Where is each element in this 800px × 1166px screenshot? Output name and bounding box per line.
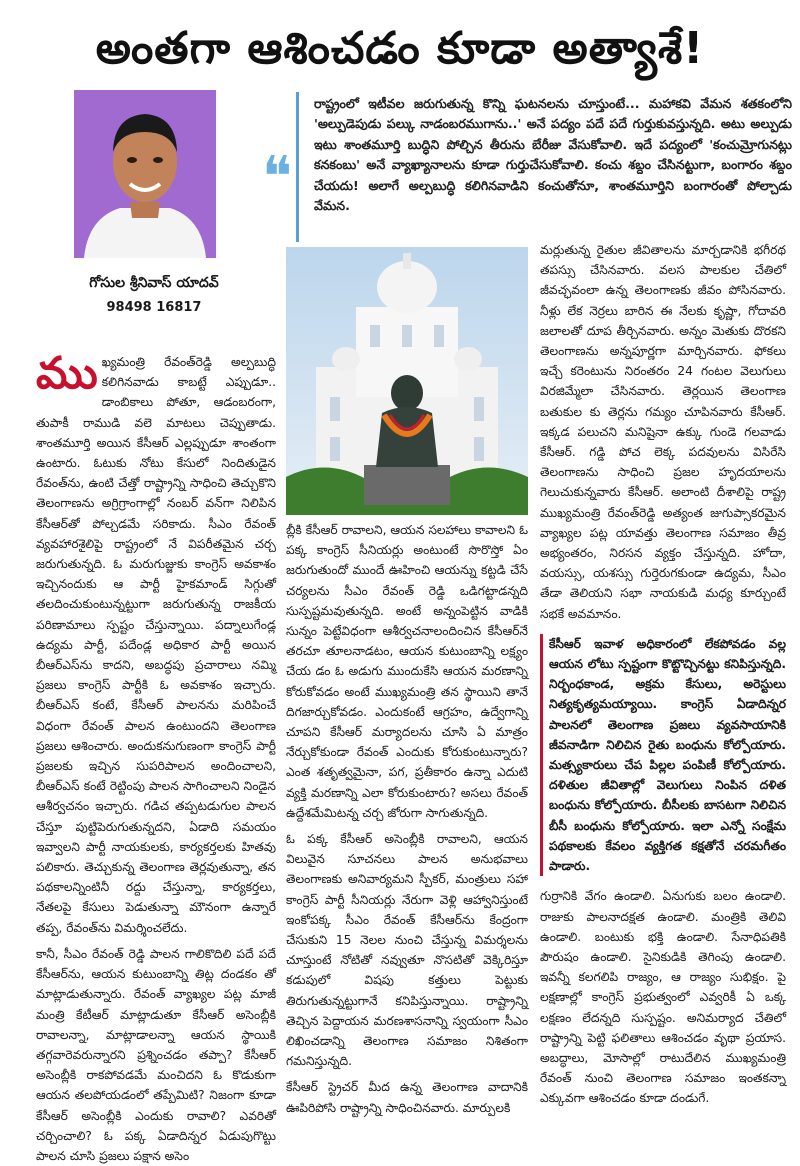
article-column-1 <box>36 348 276 1163</box>
article-paragraph: మర్లుతున్న రైతుల జీవితాలను మార్చడానికి భగీరథ తపస్సు చేసినవారు. వలస పాలకుల చేతిలో జీవచ్ఛవంలా ఉన్న తెలంగాణకు జీవం పోసినవారు. నీళ్లు లేక నెర్రలు బారిన ఈ నేలకు కృష్ణా, గోదావరి జలాలతో దూప తీర్చినవారు. అన్నం మెతుకు దొరకని తెలంగాణను అన్నపూర్ణగా మార్చినవారు. ఫోకలు ఇచ్చే కరెంటును నిరంతరం 24 గంటల వెలుగులు విరజిమ్మేలా చేసినవారు. తెర్లయిన తెలంగాణ బతుకుల కు తెర్లను గమ్యం చూపినవారు కేసీఆర్. ఇక్కడ పలుచని మనిషైనా ఉక్కు గుండె గలవాడు కేసీఆర్. గడ్డి పోచ లెక్క పదవులను విసిరేసి తెలంగాణను సాధించి ప్రజల హృదయాలను గెలుచుకున్నవారు కేసీఆర్. అలాంటి దీశాలిపై రాష్ట్ర ముఖ్యమంత్రి రేవంత్‌రెడ్డి అత్యంత జుగుప్సాకరమైన వ్యాఖ్యల పట్ల యావత్తు తెలంగాణ సమాజం తీవ్ర అభ్యంతరం, నిరసన వ్యక్తం చేస్తున్నది. హోదా, వయస్సు, యశస్సు గుర్తెరుగకుండా ఉద్యమ, సీఎం తేడా తెలియని సభా నాయకుడి మధ్య కూర్చుంటే సభకే అవమానం. <box>540 243 786 621</box>
assembly-building-icon <box>286 247 528 515</box>
author-photo <box>74 90 216 258</box>
drop-cap: ము <box>36 348 98 399</box>
headline: అంతగా ఆశించడం కూడా అత్యాశే! <box>95 23 705 74</box>
paragraph-text: ఖ్యమంత్రి రేవంత్‌రెడ్డి అల్పబుద్ధి కలిగినవాడు కాబట్టే ఎప్పుడూ.. డాంబికాలు పోతూ, ఆడంబరంగా, తుపాకీ రాముడి వలె మాటలు చెప్పుతాడు. శాంతమూర్తి అయిన కేసీఆర్ ఎల్లప్పుడూ శాంతంగా ఉంటారు. ఓటుకు నోటు కేసులో నిందితుడైన రేవంత్‌ను, ఉంటి చేత్తో రాష్ట్రాన్ని సాధించి తెచ్చుకొని తెలంగాణను అగ్రిగ్రాంగాల్లో నంబర్ వన్‌గా నిలిపిన కేసీఆర్‌తో పోల్చడమే సరికాదు. సీఎం రేవంత్ వ్యవహారశైలిపై రాష్ట్రంలో నే విపరీతమైన చర్చ జరుగుతున్నది. ఓ మరుగుజ్జుకు కాంగ్రెస్ అవకాశం ఇచ్చినందుకు ఆ పార్టీ హైకమాండ్ సిగ్గుతో తలదించుకుంటున్నట్టుగా జరుగుతున్న రాజకీయ పరిణామాలు స్పష్టం చేస్తున్నాయి. పద్నాలుగేండ్ల ఉద్యమ పార్టీ, పదేండ్ల అధికార పార్టీ అయిన బీఆర్ఎస్‌ను కాదని, అబద్ధపు ప్రచారాలు నమ్మి ప్రజలు కాంగ్రెస్ పార్టీకి ఓ అవకాశం ఇచ్చారు. బీఆర్ఎస్ కంటే, కేసీఆర్ పాలనను మరిపించే విధంగా రేవంత్ పాలన ఉంటుందని తెలంగాణ ప్రజలు ఆశించారు. అందుకనుగుణంగా కాంగ్రెస్ పార్టీ ప్రజలకు ఇచ్చిన సుపరిపాలన అందించాలని, బీఆర్ఎస్ కంటే రెట్టింపు పాలన సాగించాలని నిండైన ఆశీర్వచనం ఇచ్చారు. గడిచ తప్పటడుగుల పాలన చేస్తూ పుట్టిపెరుగుతున్నదని, ఏడాది సమయం ఇవ్వాలని పార్టీ నాయకులకు, కార్యకర్తలకు హితవు పలికారు. తెచ్చుకున్న తెలంగాణ తెర్లవుతున్నా, తన పథకాలన్నింటినీ రద్దు చేస్తున్నా, కార్యకర్తలు, నేతలపై కేసులు పెడుతున్నా మౌనంగా ఉన్నారే తప్ప, రేవంత్‌ను విమర్శించలేదు. <box>36 355 276 935</box>
author-name: గోసుల శ్రీనివాస్ యాదవ్ <box>89 275 219 291</box>
gandhi-statue-photo <box>286 247 528 515</box>
article-paragraph: కానీ, సీఎం రేవంత్ రెడ్డి పాలన గాలికొదిలి పదే పదే కేసీఆర్‌ను, ఆయన కుటుంబాన్ని తిట్ల దండకం తో మాట్లాడుతున్నారు. రేవంత్ వ్యాఖ్యల పట్ల మాజీ మంత్రి కేటీఆర్ మాట్లాడుతూ కేసీఆర్ అసెంబ్లీకి రావాలన్నా, మాట్లాడాలన్నా ఆయన స్థాయికి తగ్గవారెవరున్నారని ప్రశ్నించడం తప్పా? కేసీఆర్ అసెంబ్లీకి రాకపోవడమే మంచిదని ఓ కొడుకుగా ఆయన తలపోయడంలో తప్పేమిటి? నిజంగా కూడా కేసీఆర్ అసెంబ్లీకి ఎందుకు రావాలి? ఎవరితో చర్చించాలి? ఓ పక్క ఏడాదిన్నర ఏడుపుగొట్టు పాలన చూసి ప్రజలు పక్షాన అసెం <box>36 946 276 1163</box>
article-paragraph: ఓ పక్క కేసీఆర్ అసెంబ్లీకి రావాలని, ఆయన విలువైన సూచనలు పాలన అనుభవాలు తెలంగాణకు అనివార్యమని స్పీకర్, మంత్రులు సహా కాంగ్రెస్ పార్టీ సీనియర్లు నేరుగా వెళ్లి ఆహ్వానిస్తుంటే ఇంకోపక్క సీఎం రేవంత్ కేసీఆర్‌ను కేంద్రంగా చేసుకుని 15 నెలల నుంచి చేస్తున్న విమర్శలను చూస్తుంటే నోటితో నవ్వుతూ నొసటితో వెక్కిరిస్తూ కడుపులో విషపు కత్తులు పెట్టుకు తిరుగుతున్నట్టుగానే కనిపిస్తున్నాయి. రాష్ట్రాన్ని తెచ్చిన పెద్దాయన మరణశాసనాన్ని స్వయంగా సీఎం లిఖించడాన్ని తెలంగాణ సమాజం నిశితంగా గమనిస్తున్నది. <box>286 832 528 1069</box>
article-paragraph: కేసీఆర్ స్ట్రెచర్ మీద ఉన్న తెలంగాణ వాదానికి ఊపిరిపోసి రాష్ట్రాన్ని సాధించినవారు. మార్పులకి <box>286 1080 528 1115</box>
pull-quote: రాష్ట్రంలో ఇటీవల జరుగుతున్న కొన్ని ఘటనలను చూస్తుంటే... మహాకవి వేమన శతకంలోని 'అల్పుడెపుడు పల్కు నాడంబరముగాను..' అనే పద్యం పదే పదే గుర్తుకువస్తున్నది. అటు అల్పుడు ఇటు శాంతమూర్తి బుద్ధిని పోల్చిన తీరును బేరీజు వేసుకోవాలి. ఇదే పద్యంలో 'కంచుమ్రోగునట్లు కనకంబు' అనే వ్యాఖ్యానాలను కూడా గుర్తుచేసుకోవాలి. కంచు శబ్దం చేసినట్టుగా, బంగారం శబ్దం చేయదు! అలాగే అల్పబుద్ధి కలిగినవాడిని కంచుతోనూ, శాంతమూర్తిని బంగారంతో పోల్చాడు వేమన. <box>314 96 792 214</box>
author-portrait-icon <box>74 90 216 258</box>
article-column-3 <box>540 240 786 1106</box>
article-column-2 <box>286 520 528 1115</box>
article-paragraph: గుర్రానికి వేగం ఉండాలి. ఏనుగుకు బలం ఉండాలి. రాజుకు పాలనాదక్షత ఉండాలి. మంత్రికి తెలివి ఉండాలి. బంటుకు భక్తి ఉండాలి. సేనాధిపతికి పౌరుషం ఉండాలి. సైనికుడికి తెగింపు ఉండాలి. ఇవన్నీ కలగలిపి రాజ్యం, ఆ రాజ్యం సుభిక్షం. పై లక్షణాల్లో కాంగ్రెస్ ప్రభుత్వంలో ఎవ్వరికీ ఏ ఒక్క లక్షణం లేదన్నది సుస్పష్టం. అనిమర్యాద చేతిలో రాష్ట్రాన్ని పెట్టి ఫలితాలు ఆశించడం వృథా ప్రయాస. అబద్ధాలు, మోసాల్లో రాటుదేలిన ముఖ్యమంత్రి రేవంత్ నుంచి తెలంగాణ సమాజం ఇంతకన్నా ఎక్కువగా ఆశించడం కూడా దండుగే. <box>540 889 786 1106</box>
author-phone: 98498 16817 <box>106 300 202 315</box>
article-paragraph <box>36 348 276 938</box>
highlight-box: కేసీఆర్ ఇవాళ అధికారంలో లేకపోవడం వల్ల ఆయన లోటు స్పష్టంగా కొట్టొచ్చినట్టు కనిపిస్తున్నది. నిర్బంధకాండ, అక్రమ కేసులు, అరెస్టులు నిత్యకృత్యమయ్యాయి. కాంగ్రెస్ ఏడాదిన్నర పాలనలో తెలంగాణ ప్రజలు వ్యవసాయానికి జీవనాడిగా నిలిచిన రైతు బంధును కోల్పోయారు. మత్స్యకారులు చేప పిల్లల పంపిణీ కోల్పోయారు. దళితుల జీవితాల్లో వెలుగులు నింపిన దళిత బంధును కోల్పోయారు. బీసీలకు బాసటగా నిలిచిన బీసీ బంధును కోల్పోయారు. ఇలా ఎన్నో సంక్షేమ పథకాలకు కేవలం వ్యక్తిగత కక్షతోనే చరమగీతం పాడారు. <box>540 634 786 876</box>
article-paragraph: బ్లీకి కేసీఆర్ రావాలని, ఆయన సలహాలు కావాలని ఓ పక్క కాంగ్రెస్ సీనియర్లు అంటుంటే సొరొస్తో ఏం జరుగుతుందో ముందే ఊహించి ఆయన్ను కట్టడి చేసే చర్యలను సీఎం రేవంత్ రెడ్డి ఒడిగట్టాడన్నది సుస్పష్టమవుతున్నది. అంటే అన్నంపెట్టిన వాడికి సున్నం పెట్టేవిధంగా ఆశీర్వచనాలందించిన కేసీఆర్‌నే తరచూ తూలనాడటం, ఆయన కుటుంబాన్ని లక్ష్యం చేయ డం ఓ అడుగు ముందుకేసి ఆయన మరణాన్ని కోరుకోవడం అంటే ముఖ్యమంత్రి తన స్థాయిని తానే దిగజార్చుకోవడం. ఎందుకంటే ఆగ్రహం, ఉద్వేగాన్ని చూపని కేసీఆర్ మర్యాదలను చూసి ఏ మాత్రం నేర్చుకోకుండా రేవంత్ ఎందుకు కోరుకుంటున్నారు? ఎంత శతృత్వమైనా, పగ, ప్రతీకారం ఉన్నా ఎదుటి వ్యక్తి మరణాన్ని ఎలా కోరుకుంటారు? అసలు రేవంత్ ఉద్దేశమేమిటన్న చర్చ జోరుగా సాగుతున్నది. <box>286 523 528 820</box>
quote-mark-icon: ❝ <box>262 145 293 210</box>
